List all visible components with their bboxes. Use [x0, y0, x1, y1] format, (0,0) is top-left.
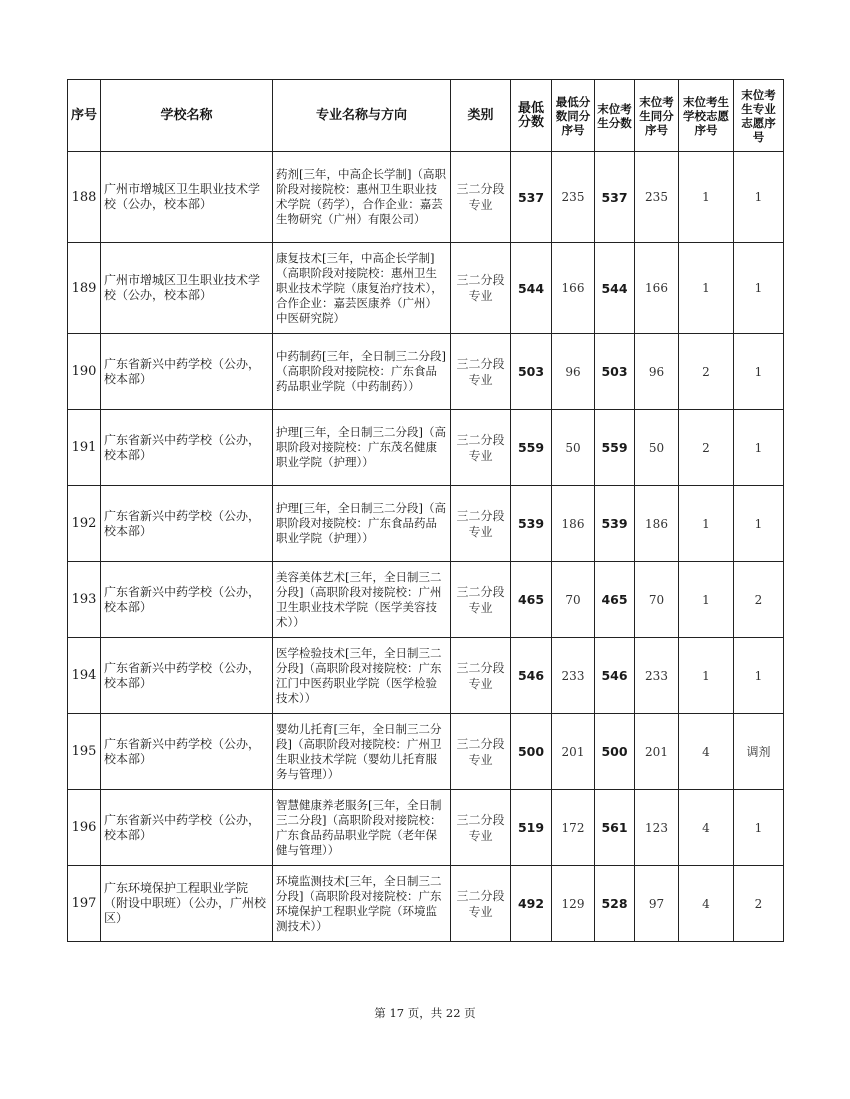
cell-school: 广东省新兴中药学校（公办，校本部）	[101, 334, 273, 410]
cell-seq: 189	[68, 243, 101, 334]
cell-seq: 193	[68, 562, 101, 638]
cell-major-pref: 1	[734, 790, 784, 866]
cell-min-rank: 166	[552, 243, 595, 334]
cell-major: 护理[三年，全日制三二分段]（高职阶段对接院校：广东茂名健康职业学院（护理））	[273, 410, 451, 486]
cell-last-score: 465	[595, 562, 635, 638]
table-row	[68, 562, 784, 638]
cell-school: 广东省新兴中药学校（公办，校本部）	[101, 790, 273, 866]
cell-major-pref: 2	[734, 866, 784, 942]
cell-major-pref: 2	[734, 562, 784, 638]
header-last-score: 末位考生分数	[595, 80, 635, 152]
cell-min-score: 546	[511, 638, 552, 714]
cell-school-pref: 1	[679, 152, 734, 243]
cell-min-score: 503	[511, 334, 552, 410]
cell-last-rank: 96	[635, 334, 679, 410]
cell-min-score: 537	[511, 152, 552, 243]
cell-last-score: 544	[595, 243, 635, 334]
header-school: 学校名称	[101, 80, 273, 152]
cell-school-pref: 4	[679, 866, 734, 942]
cell-major: 智慧健康养老服务[三年，全日制三二分段]（高职阶段对接院校：广东食品药品职业学院（老年保健与管理））	[273, 790, 451, 866]
cell-school: 广东省新兴中药学校（公办，校本部）	[101, 486, 273, 562]
cell-school-pref: 2	[679, 334, 734, 410]
table-row	[68, 486, 784, 562]
header-last-rank: 末位考生同分序号	[635, 80, 679, 152]
cell-seq: 195	[68, 714, 101, 790]
cell-last-rank: 186	[635, 486, 679, 562]
header-category: 类别	[451, 80, 511, 152]
cell-seq: 190	[68, 334, 101, 410]
cell-major-pref: 调剂	[734, 714, 784, 790]
cell-min-score: 539	[511, 486, 552, 562]
header-min-score-rank: 最低分数同分序号	[552, 80, 595, 152]
cell-min-rank: 186	[552, 486, 595, 562]
cell-min-rank: 172	[552, 790, 595, 866]
cell-school: 广东省新兴中药学校（公办，校本部）	[101, 410, 273, 486]
cell-major-pref: 1	[734, 486, 784, 562]
cell-last-score: 546	[595, 638, 635, 714]
cell-major-pref: 1	[734, 243, 784, 334]
admission-table	[67, 79, 784, 942]
cell-last-score: 537	[595, 152, 635, 243]
cell-major-pref: 1	[734, 334, 784, 410]
cell-last-score: 539	[595, 486, 635, 562]
cell-seq: 196	[68, 790, 101, 866]
cell-last-rank: 233	[635, 638, 679, 714]
table-row	[68, 790, 784, 866]
cell-major-pref: 1	[734, 638, 784, 714]
cell-last-rank: 97	[635, 866, 679, 942]
cell-last-rank: 123	[635, 790, 679, 866]
cell-last-score: 528	[595, 866, 635, 942]
cell-school-pref: 4	[679, 714, 734, 790]
cell-seq: 191	[68, 410, 101, 486]
cell-category: 三二分段专业	[451, 243, 511, 334]
cell-last-rank: 235	[635, 152, 679, 243]
cell-last-rank: 201	[635, 714, 679, 790]
table-row	[68, 152, 784, 243]
cell-seq: 194	[68, 638, 101, 714]
cell-min-rank: 201	[552, 714, 595, 790]
cell-category: 三二分段专业	[451, 486, 511, 562]
cell-major: 美容美体艺术[三年，全日制三二分段]（高职阶段对接院校：广州卫生职业技术学院（医学美容技术））	[273, 562, 451, 638]
cell-last-score: 500	[595, 714, 635, 790]
cell-major: 婴幼儿托育[三年，全日制三二分段]（高职阶段对接院校：广州卫生职业技术学院（婴幼儿托育服务与管理））	[273, 714, 451, 790]
cell-category: 三二分段专业	[451, 714, 511, 790]
cell-min-rank: 70	[552, 562, 595, 638]
cell-school: 广东省新兴中药学校（公办，校本部）	[101, 714, 273, 790]
cell-school-pref: 4	[679, 790, 734, 866]
cell-seq: 188	[68, 152, 101, 243]
cell-min-score: 465	[511, 562, 552, 638]
cell-last-score: 559	[595, 410, 635, 486]
cell-school: 广州市增城区卫生职业技术学校（公办，校本部）	[101, 152, 273, 243]
cell-category: 三二分段专业	[451, 410, 511, 486]
cell-min-score: 500	[511, 714, 552, 790]
cell-school-pref: 1	[679, 243, 734, 334]
cell-category: 三二分段专业	[451, 866, 511, 942]
cell-min-rank: 96	[552, 334, 595, 410]
cell-min-score: 544	[511, 243, 552, 334]
cell-major: 中药制药[三年，全日制三二分段]（高职阶段对接院校：广东食品药品职业学院（中药制药））	[273, 334, 451, 410]
header-last-school-pref: 末位考生学校志愿序号	[679, 80, 734, 152]
header-row	[68, 80, 784, 152]
header-seq: 序号	[68, 80, 101, 152]
cell-major: 环境监测技术[三年，全日制三二分段]（高职阶段对接院校：广东环境保护工程职业学院（环境监测技术））	[273, 866, 451, 942]
cell-school: 广东省新兴中药学校（公办，校本部）	[101, 562, 273, 638]
cell-min-rank: 50	[552, 410, 595, 486]
cell-min-score: 559	[511, 410, 552, 486]
table-row	[68, 866, 784, 942]
cell-school-pref: 1	[679, 562, 734, 638]
table-row	[68, 243, 784, 334]
cell-major-pref: 1	[734, 410, 784, 486]
cell-last-rank: 50	[635, 410, 679, 486]
cell-last-score: 561	[595, 790, 635, 866]
cell-category: 三二分段专业	[451, 638, 511, 714]
cell-last-rank: 70	[635, 562, 679, 638]
cell-category: 三二分段专业	[451, 790, 511, 866]
cell-major-pref: 1	[734, 152, 784, 243]
table-row	[68, 714, 784, 790]
header-min-score: 最低分数	[511, 80, 552, 152]
header-last-major-pref: 末位考生专业志愿序号	[734, 80, 784, 152]
table-row	[68, 410, 784, 486]
cell-school: 广州市增城区卫生职业技术学校（公办，校本部）	[101, 243, 273, 334]
cell-school: 广东省新兴中药学校（公办，校本部）	[101, 638, 273, 714]
cell-school: 广东环境保护工程职业学院（附设中职班）（公办，广州校区）	[101, 866, 273, 942]
cell-last-score: 503	[595, 334, 635, 410]
cell-seq: 197	[68, 866, 101, 942]
cell-major: 康复技术[三年，中高企长学制]（高职阶段对接院校：惠州卫生职业技术学院（康复治疗技术），合作企业：嘉芸医康养（广州）中医研究院）	[273, 243, 451, 334]
cell-school-pref: 1	[679, 638, 734, 714]
cell-min-rank: 235	[552, 152, 595, 243]
cell-category: 三二分段专业	[451, 152, 511, 243]
cell-min-score: 492	[511, 866, 552, 942]
cell-major: 护理[三年，全日制三二分段]（高职阶段对接院校：广东食品药品职业学院（护理））	[273, 486, 451, 562]
cell-category: 三二分段专业	[451, 334, 511, 410]
cell-last-rank: 166	[635, 243, 679, 334]
table-body	[68, 152, 784, 942]
page-footer: 第 17 页，共 22 页	[374, 1006, 476, 1020]
cell-major: 医学检验技术[三年，全日制三二分段]（高职阶段对接院校：广东江门中医药职业学院（医学检验技术））	[273, 638, 451, 714]
table-row	[68, 638, 784, 714]
cell-school-pref: 2	[679, 410, 734, 486]
cell-school-pref: 1	[679, 486, 734, 562]
cell-seq: 192	[68, 486, 101, 562]
cell-min-score: 519	[511, 790, 552, 866]
cell-min-rank: 129	[552, 866, 595, 942]
cell-min-rank: 233	[552, 638, 595, 714]
cell-major: 药剂[三年，中高企长学制]（高职阶段对接院校：惠州卫生职业技术学院（药学），合作企业：嘉芸生物研究（广州）有限公司）	[273, 152, 451, 243]
cell-category: 三二分段专业	[451, 562, 511, 638]
header-major: 专业名称与方向	[273, 80, 451, 152]
table-row	[68, 334, 784, 410]
